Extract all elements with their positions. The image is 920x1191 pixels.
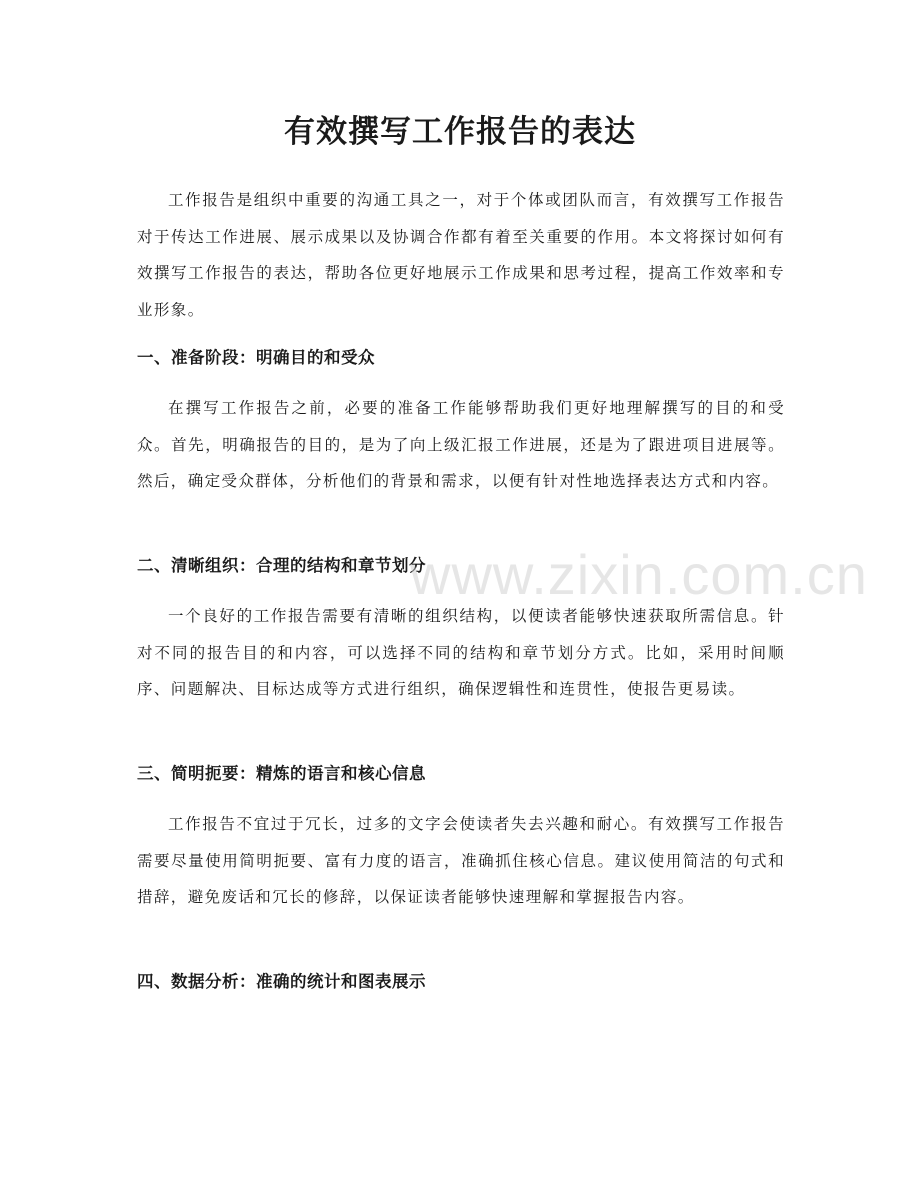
intro-paragraph: 工作报告是组织中重要的沟通工具之一，对于个体或团队而言，有效撰写工作报告对于传达工作进展、展示成果以及协调合作都有着至关重要的作用。本文将探讨如何有效撰写工作报告的表达，帮助各位更好地展示工作成果和思考过程，提高工作效率和专业形象。 bbox=[137, 191, 785, 319]
section-body-1: 在撰写工作报告之前，必要的准备工作能够帮助我们更好地理解撰写的目的和受众。首先，明确报告的目的，是为了向上级汇报工作进展，还是为了跟进项目进展等。然后，确定受众群体，分析他们的背景和需求，以便有针对性地选择表达方式和内容。 bbox=[137, 399, 785, 490]
section-heading-1: 一、准备阶段：明确目的和受众 bbox=[137, 348, 375, 367]
section-heading-3: 三、简明扼要：精炼的语言和核心信息 bbox=[137, 764, 426, 783]
section-heading-2: 二、清晰组织：合理的结构和章节划分 bbox=[137, 556, 426, 575]
section-body-3: 工作报告不宜过于冗长，过多的文字会使读者失去兴趣和耐心。有效撰写工作报告需要尽量使用简明扼要、富有力度的语言，准确抓住核心信息。建议使用简洁的句式和措辞，避免废话和冗长的修辞，以保证读者能够快速理解和掌握报告内容。 bbox=[137, 815, 785, 906]
section-body-2: 一个良好的工作报告需要有清晰的组织结构，以便读者能够快速获取所需信息。针对不同的报告目的和内容，可以选择不同的结构和章节划分方式。比如，采用时间顺序、问题解决、目标达成等方式进行组织，确保逻辑性和连贯性，使报告更易读。 bbox=[137, 607, 785, 698]
watermark-text: www.zixin.com.cn bbox=[410, 543, 868, 606]
document-title: 有效撰写工作报告的表达 bbox=[284, 114, 636, 150]
section-heading-4: 四、数据分析：准确的统计和图表展示 bbox=[137, 972, 426, 991]
